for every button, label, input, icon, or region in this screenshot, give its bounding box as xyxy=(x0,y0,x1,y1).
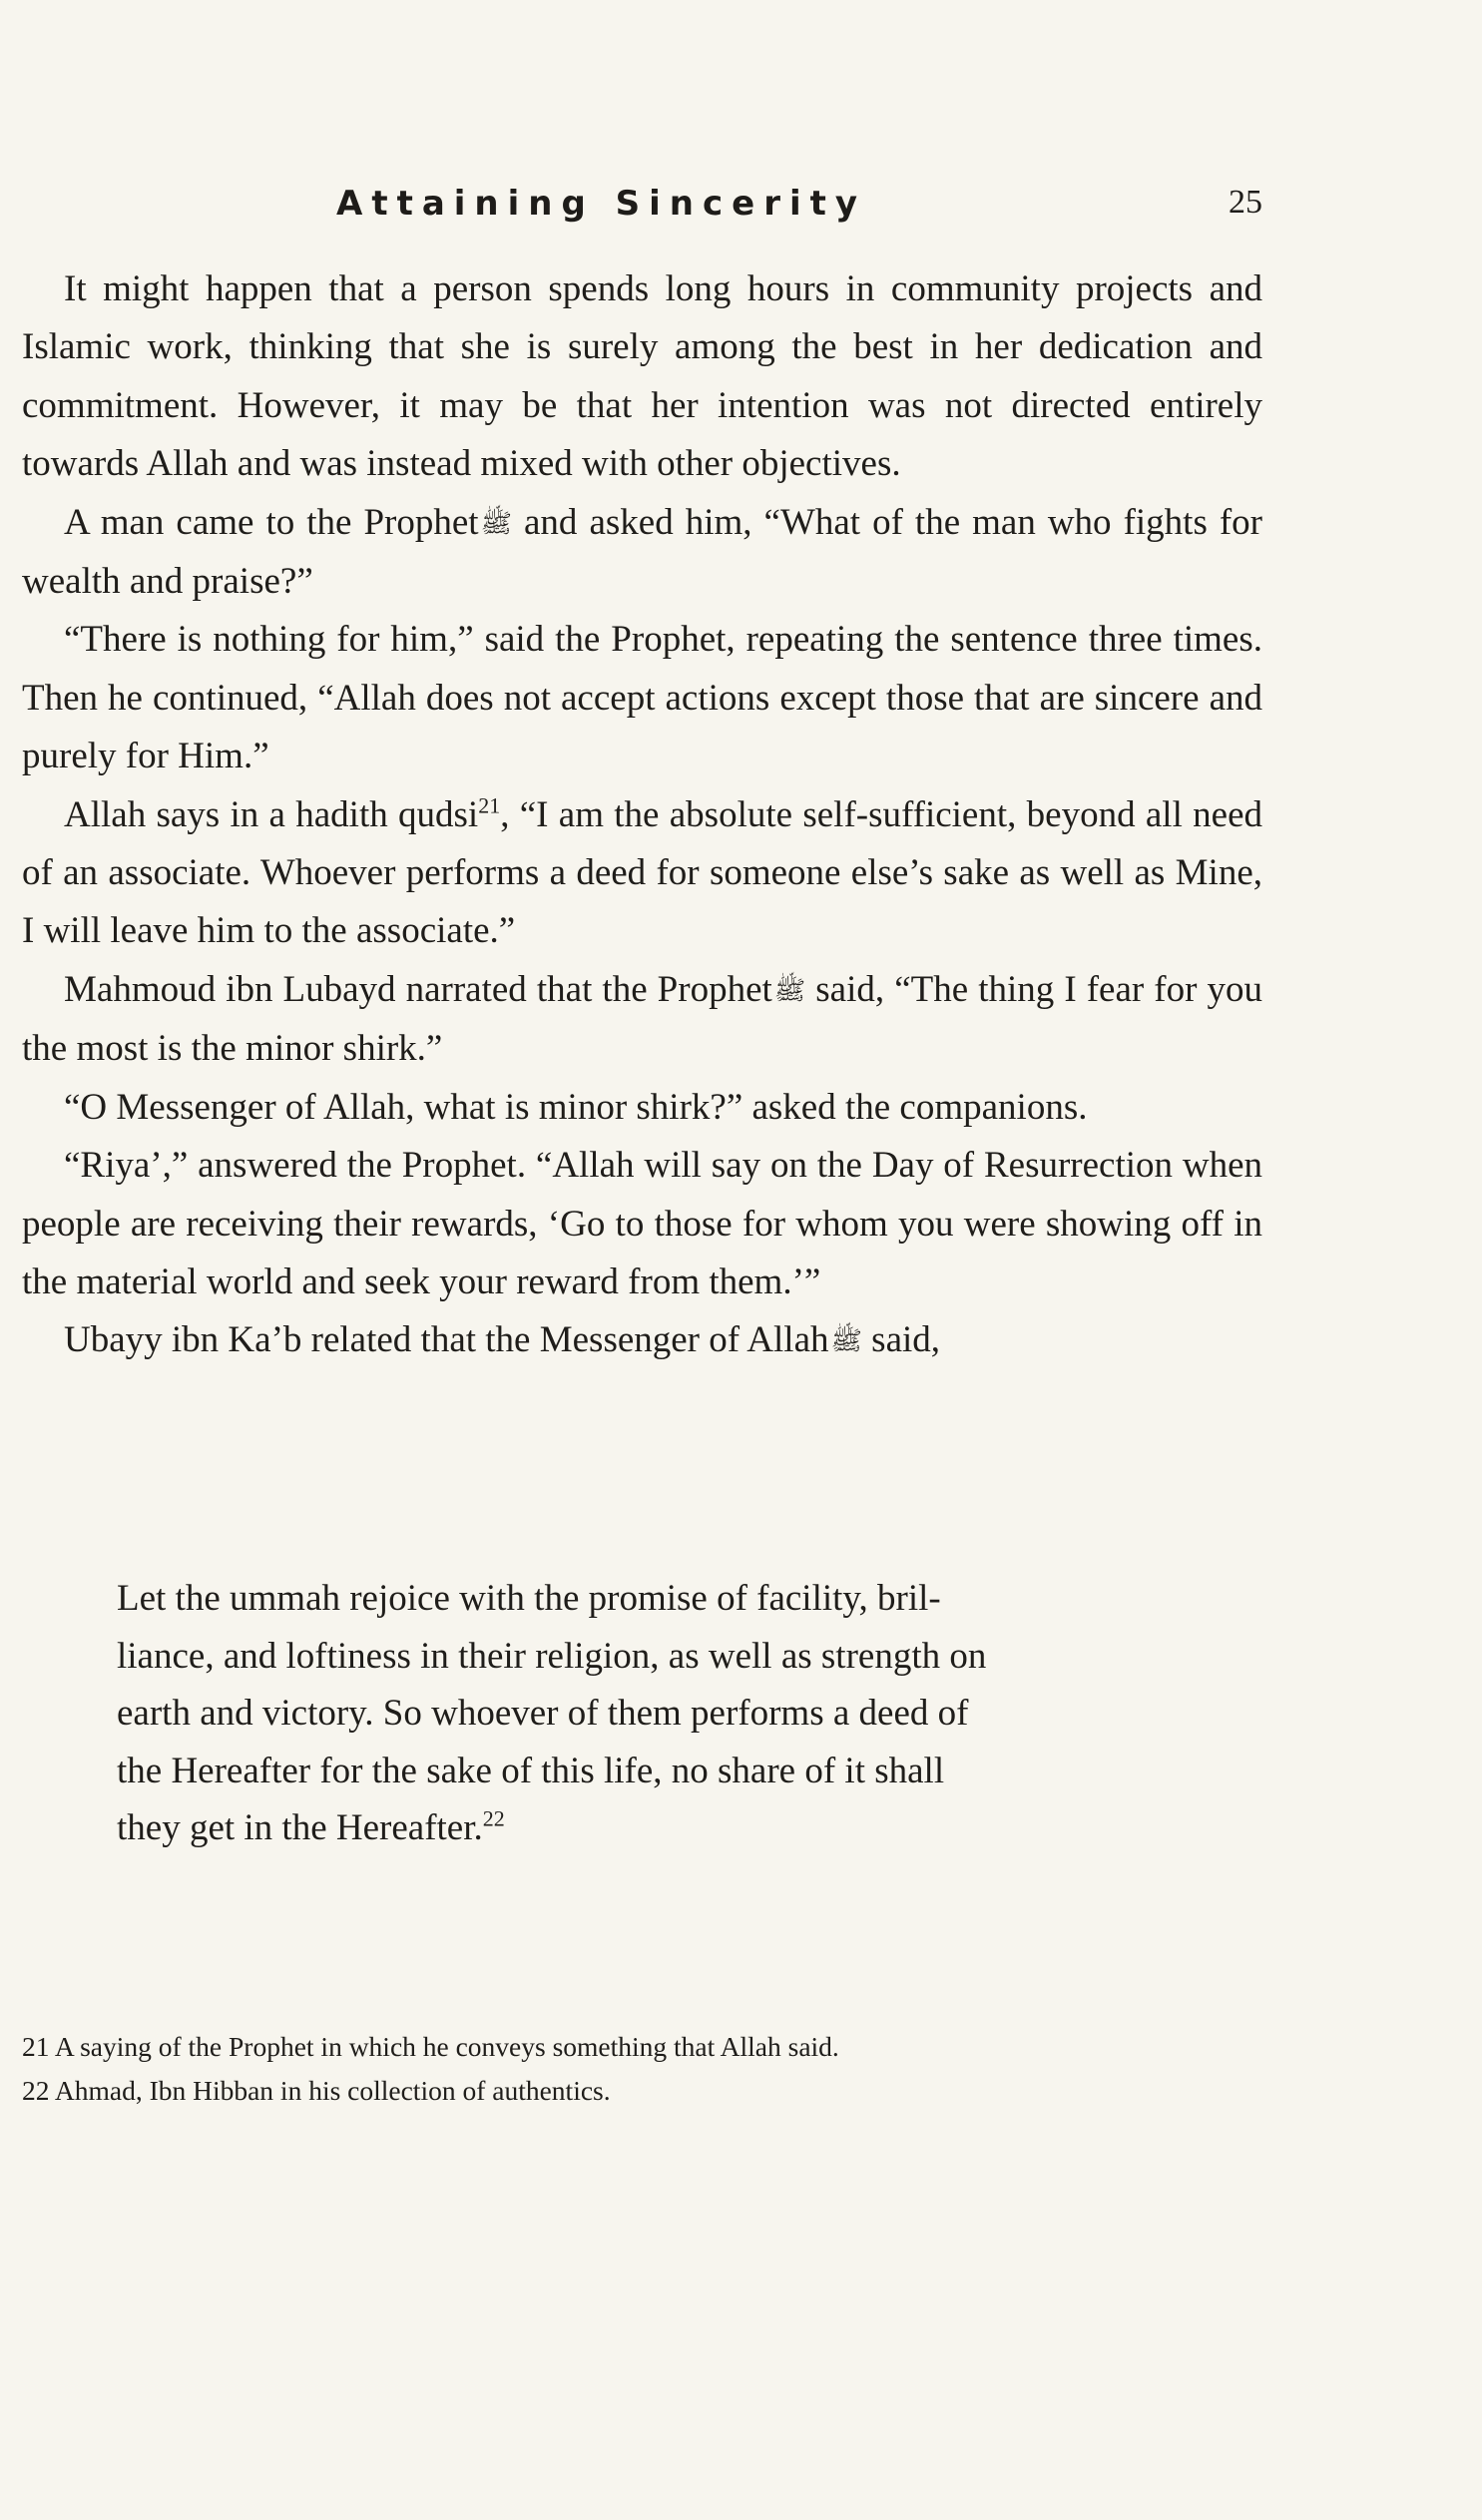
footnote-text: Ahmad, Ibn Hibban in his collection of authentics. xyxy=(54,2075,611,2106)
paragraph-text: Allah says in a hadith qudsi xyxy=(64,793,479,835)
paragraph-text: “There is nothing for him,” said the Prophet, repeating the sentence three times. Then he continued, “Allah does not accept actions except those that are sincere and purely for Him.” xyxy=(22,619,1262,777)
paragraph-1 xyxy=(22,260,1262,494)
paragraph-6 xyxy=(22,1079,1262,1137)
paragraph-4 xyxy=(22,786,1262,961)
page-number: 25 xyxy=(1229,184,1262,221)
running-head xyxy=(22,176,1262,236)
paragraph-5 xyxy=(22,961,1262,1079)
paragraph-text: A man came to the Prophet xyxy=(64,501,479,543)
running-title: Attaining Sincerity xyxy=(336,184,867,224)
footnote-number: 22 xyxy=(22,2075,50,2106)
blockquote-last-text: they get in the Hereafter. xyxy=(117,1807,483,1848)
blockquote-line xyxy=(117,1799,1190,1857)
footnote-ref-22: 22 xyxy=(482,1805,505,1831)
paragraph-text: “O Messenger of Allah, what is minor shirk?” asked the companions. xyxy=(64,1086,1088,1128)
paragraph-text: It might happen that a person spends long hours in community projects and Islamic work, thinking that she is surely among the best in her dedication and commitment. However, it may be that her intention was not directed entirely towards Allah and was instead mixed with other objectives. xyxy=(22,268,1262,485)
paragraph-3 xyxy=(22,611,1262,785)
paragraph-text: Ubayy ibn Ka’b related that the Messenger of Allah xyxy=(64,1319,829,1361)
blockquote-line: earth and victory. So whoever of them performs a deed of xyxy=(117,1693,969,1734)
footnote-text: A saying of the Prophet in which he conveys something that Allah said. xyxy=(54,2031,839,2062)
paragraph-text: , “I am the absolute self-sufficient, beyond all need of an associate. Whoever performs a deed for someone else’s sake as well as Mine, I will leave him to the associate.” xyxy=(22,793,1262,952)
footnote-number: 21 xyxy=(22,2031,50,2062)
honorific-glyph: ﷺ xyxy=(830,1326,862,1356)
footnote-21 xyxy=(22,2025,1262,2069)
footnote-ref-21: 21 xyxy=(478,792,501,818)
honorific-glyph: ﷺ xyxy=(480,508,512,538)
paragraph-text: and asked him, “What of the man who fights for wealth and praise?” xyxy=(22,501,1263,603)
blockquote-line: Let the ummah rejoice with the promise of facility, bril- xyxy=(117,1578,941,1619)
body-text xyxy=(22,260,1262,1371)
paragraph-text: said, xyxy=(861,1319,941,1361)
paragraph-2 xyxy=(22,494,1262,612)
paragraph-text: Mahmoud ibn Lubayd narrated that the Prophet xyxy=(64,968,772,1010)
blockquote-line: liance, and loftiness in their religion, as well as strength on xyxy=(117,1635,987,1677)
paragraph-7 xyxy=(22,1137,1262,1311)
paragraph-text: said, “The thing I fear for you the most is the minor shirk.” xyxy=(22,968,1262,1070)
footnote-22 xyxy=(22,2069,1262,2113)
paragraph-8 xyxy=(22,1311,1262,1370)
honorific-glyph: ﷺ xyxy=(773,975,806,1005)
hadith-blockquote xyxy=(117,1570,1190,1857)
paragraph-text: “Riya’,” answered the Prophet. “Allah will say on the Day of Resurrection when people are receiving their rewards, ‘Go to those for whom you were showing off in the material world and seek your reward from them.’” xyxy=(22,1145,1262,1302)
footnotes xyxy=(22,2025,1262,2113)
blockquote-line: the Hereafter for the sake of this life, no share of it shall xyxy=(117,1750,945,1791)
